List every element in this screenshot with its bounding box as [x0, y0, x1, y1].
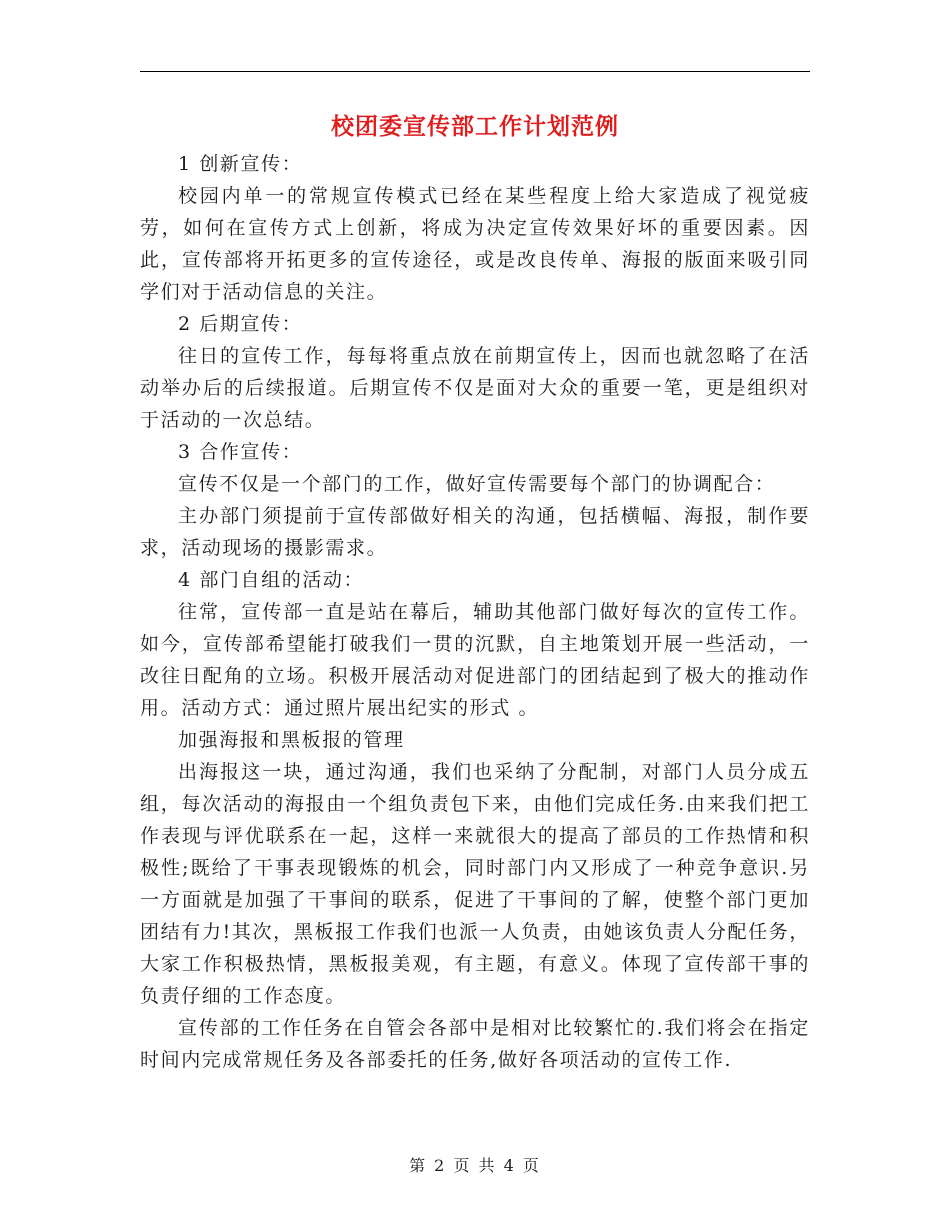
document-body	[140, 148, 810, 1076]
section-heading-innovation: 1 创新宣传：	[178, 153, 303, 175]
paragraph-own-activities: 往常，宣传部一直是站在幕后，辅助其他部门做好每次的宣传工作。如今，宣传部希望能打破我们一贯的沉默，自主地策划开展一些活动，一改往日配角的立场。积极开展活动对促进部门的团结起到了极大的推动作用。活动方式：通过照片展出纪实的形式 。	[140, 601, 810, 719]
section-heading-cooperation: 3 合作宣传：	[178, 441, 303, 463]
header-rule	[140, 71, 810, 72]
paragraph-posters: 出海报这一块，通过沟通，我们也采纳了分配制，对部门人员分成五组，每次活动的海报由一个组负责包下来，由他们完成任务.由来我们把工作表现与评优联系在一起，这样一来就很大的提高了部员的工作热情和积极性;既给了干事表现锻炼的机会，同时部门内又形成了一种竞争意识.另一方面就是加强了干事间的联系，促进了干事间的了解，使整个部门更加团结有力!其次，黑板报工作我们也派一人负责，由她该负责人分配任务，大家工作积极热情，黑板报美观，有主题，有意义。体现了宣传部干事的负责仔细的工作态度。	[140, 761, 810, 1007]
paragraph-innovation: 校园内单一的常规宣传模式已经在某些程度上给大家造成了视觉疲劳，如何在宣传方式上创新，将成为决定宣传效果好坏的重要因素。因此，宣传部将开拓更多的宣传途径，或是改良传单、海报的版面来吸引同学们对于活动信息的关注。	[140, 185, 810, 303]
section-heading-followup: 2 后期宣传：	[178, 313, 303, 335]
document-title: 校团委宣传部工作计划范例	[331, 113, 619, 140]
section-heading-posters: 加强海报和黑板报的管理	[178, 729, 405, 751]
paragraph-cooperation-detail: 主办部门须提前于宣传部做好相关的沟通，包括横幅、海报，制作要求，活动现场的摄影需求。	[140, 505, 810, 559]
paragraph-workload: 宣传部的工作任务在自管会各部中是相对比较繁忙的.我们将会在指定时间内完成常规任务及各部委托的任务,做好各项活动的宣传工作.	[140, 1017, 810, 1071]
section-heading-own-activities: 4 部门自组的活动：	[178, 569, 365, 591]
paragraph-cooperation: 宣传不仅是一个部门的工作，做好宣传需要每个部门的协调配合：	[178, 473, 776, 495]
page-number-footer: 第 2 页 共 4 页	[409, 1156, 541, 1175]
paragraph-followup: 往日的宣传工作，每每将重点放在前期宣传上，因而也就忽略了在活动举办后的后续报道。后期宣传不仅是面对大众的重要一笔，更是组织对于活动的一次总结。	[140, 345, 810, 431]
